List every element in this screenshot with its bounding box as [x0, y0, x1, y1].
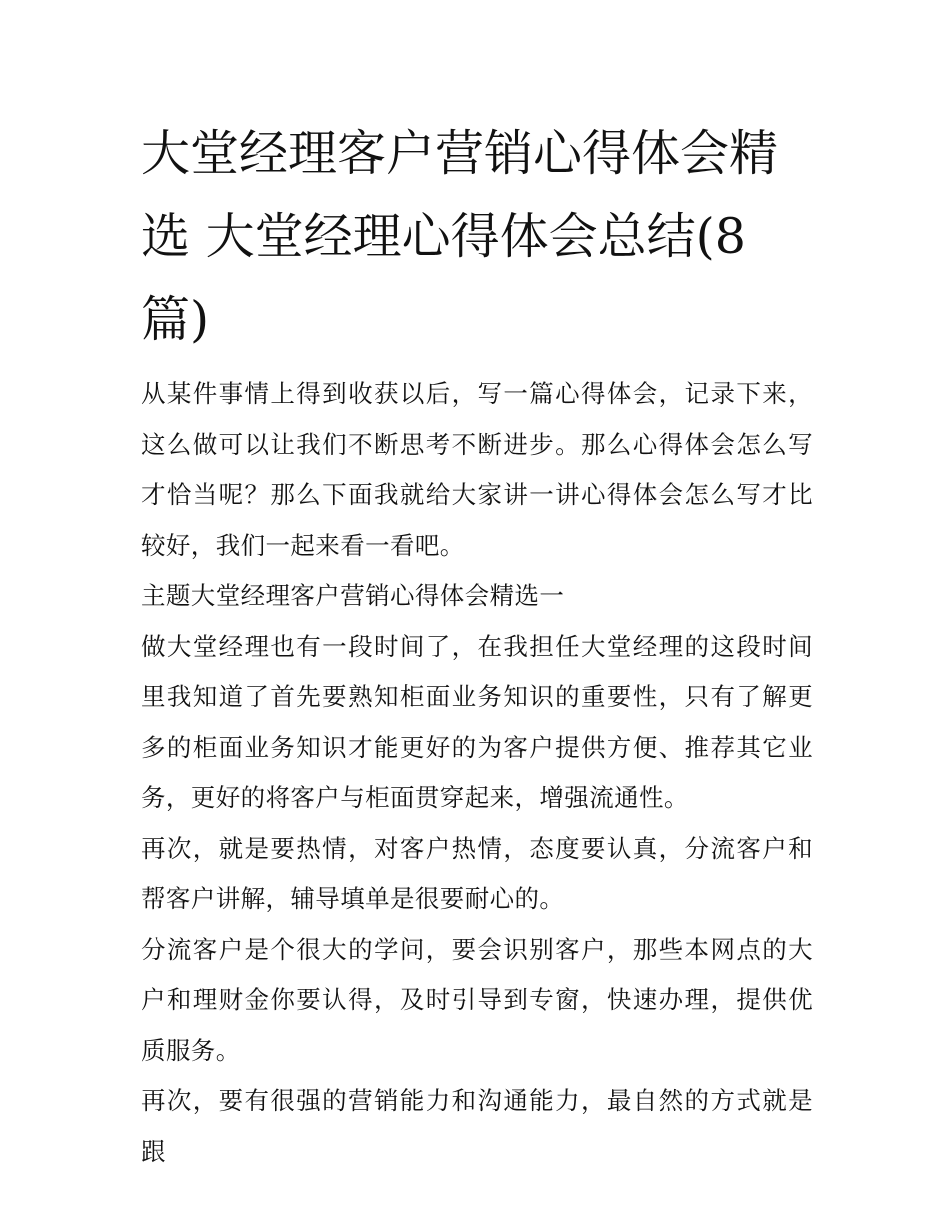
body-paragraph: 做大堂经理也有一段时间了，在我担任大堂经理的这段时间里我知道了首先要熟知柜面业务知识的重要性，只有了解更多的柜面业务知识才能更好的为客户提供方便、推荐其它业务，更好的将客户与柜面贯穿起来，增强流通性。 [141, 631, 813, 812]
intro-paragraph: 从某件事情上得到收获以后，写一篇心得体会，记录下来，这么做可以让我们不断思考不断进步。那么心得体会怎么写才恰当呢？那么下面我就给大家讲一讲心得体会怎么写才比较好，我们一起来看一看吧。 [141, 379, 813, 560]
body-paragraph: 再次，就是要热情，对客户热情，态度要认真，分流客户和帮客户讲解，辅导填单是很要耐心的。 [141, 833, 813, 913]
body-paragraph: 再次，要有很强的营销能力和沟通能力，最自然的方式就是跟 [141, 1086, 813, 1166]
document-page [141, 112, 813, 1177]
body-paragraph: 分流客户是个很大的学问，要会识别客户，那些本网点的大户和理财金你要认得，及时引导到专窗，快速办理，提供优质服务。 [141, 934, 813, 1065]
document-title: 大堂经理客户营销心得体会精选 大堂经理心得体会总结(8篇) [141, 125, 779, 348]
section-heading: 主题大堂经理客户营销心得体会精选一 [141, 581, 565, 610]
